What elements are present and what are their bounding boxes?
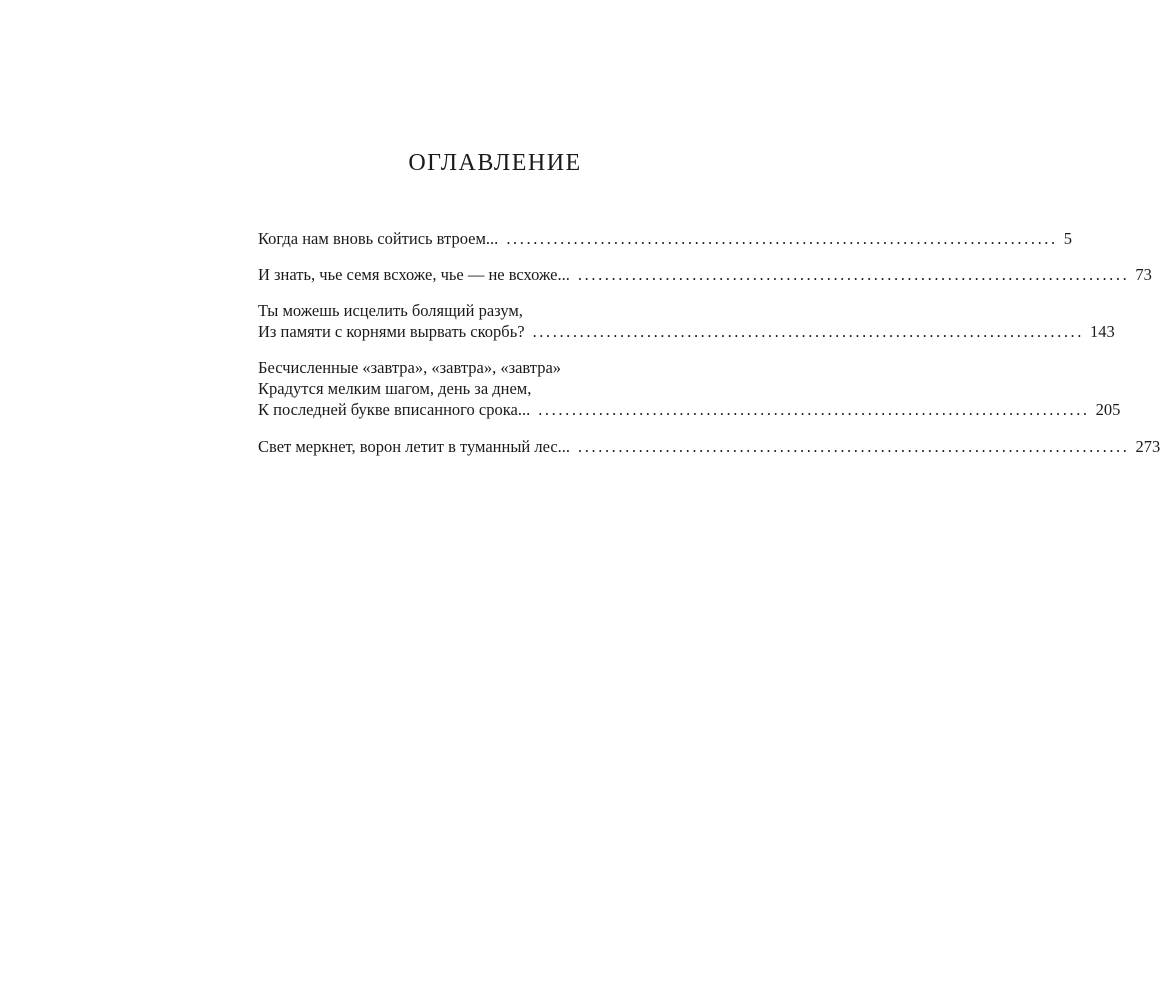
toc-entry-line (258, 399, 1121, 420)
toc-entry-text: Когда нам вновь сойтись втроем... (258, 229, 499, 248)
toc-entry-text: Из памяти с корнями вырвать скорбь? (258, 322, 525, 341)
page-number: 73 (1135, 265, 1152, 284)
toc-entry-line (258, 264, 1152, 285)
toc-entry-line: Ты можешь исцелить болящий разум, (258, 301, 523, 320)
dot-leader: .................................................................................. (538, 400, 1090, 419)
toc-entry-line: Крадутся мелким шагом, день за днем, (258, 379, 532, 398)
toc-entry-line (258, 228, 1073, 249)
toc-entry-text: К последней букве вписанного срока... (258, 400, 531, 419)
dot-leader: .................................................................................. (506, 229, 1058, 248)
toc-entry-line (258, 436, 1160, 457)
page-number: 205 (1095, 400, 1121, 419)
toc-entry[interactable] (258, 357, 1121, 420)
dot-leader: .................................................................................. (578, 437, 1130, 456)
page-number: 5 (1063, 229, 1073, 248)
toc-entry-text: Свет меркнет, ворон летит в туманный лес... (258, 437, 571, 456)
toc-entry[interactable] (258, 436, 1160, 457)
toc-entry-line (258, 321, 1115, 342)
page-title: ОГЛАВЛЕНИЕ (408, 150, 582, 176)
toc-entry-text: И знать, чье семя всхоже, чье — не всхоже... (258, 265, 570, 284)
toc-entry-line: Бесчисленные «завтра», «завтра», «завтра» (258, 358, 562, 377)
toc-entry[interactable] (258, 264, 1152, 285)
dot-leader: .................................................................................. (532, 322, 1085, 341)
page-number: 143 (1090, 322, 1115, 341)
dot-leader: .................................................................................. (577, 265, 1130, 284)
page-number: 273 (1135, 437, 1160, 456)
toc-entry[interactable] (258, 228, 1073, 249)
toc-entry[interactable] (258, 300, 1115, 342)
